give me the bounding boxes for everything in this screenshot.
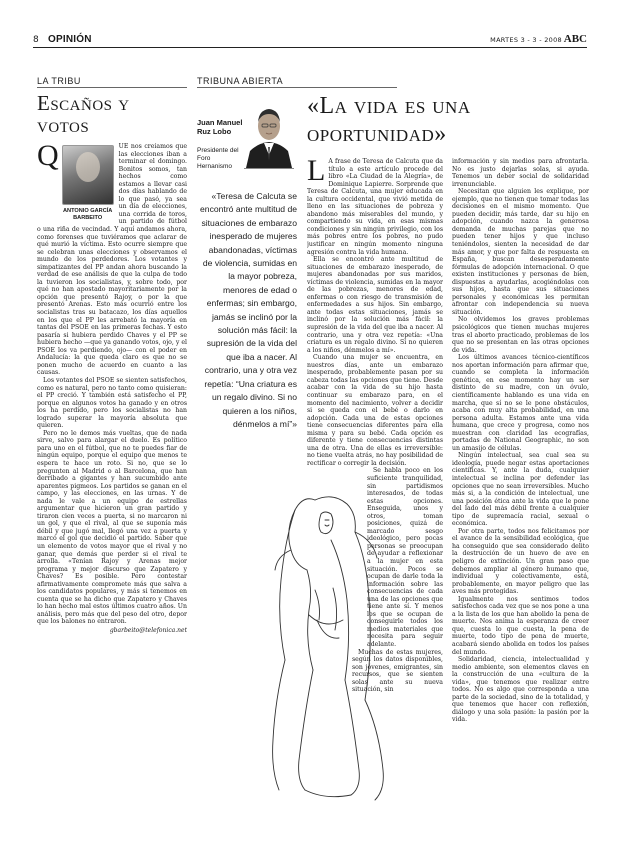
issue-date: MARTES 3 - 3 - 2008 <box>490 36 562 44</box>
newspaper-logo: ABC <box>563 33 587 45</box>
page-number: 8 <box>33 35 39 45</box>
paragraph-text: A frase de Teresa de Calcuta que da título a este artículo procede del libro «La Ciudad de la Alegría», de Dominique Lapierre. Sorprende que Teresa de Calcuta, una mujer educada en la cultura occidental, que vivió metida de lleno en las situaciones de pobreza y abandono más miserables del mundo, y compartiendo su vida, en esas mismas condiciones y sin ningún privilegio, con los más pobres entre los pobres, no pudo justificar en ningún momento ninguna agresión contra la vida humana. <box>307 158 443 256</box>
paragraph: Muchas de estas mujeres, según los datos disponibles, son jóvenes, emigrantes, sin recursos, que se sienten solas ante su nueva situación, sin <box>352 648 443 694</box>
columnist-inset <box>62 145 114 222</box>
tribune-author-role: Presidente del Foro Hernanismo <box>197 147 239 170</box>
right-article-column-2 <box>452 158 589 823</box>
paragraph: No olvidemos los graves problemas psicológicos que tienen muchas mujeres tras el aborto practicado, problemas de los que no se presentan en las otras opciones de vida. <box>452 316 589 354</box>
paragraph: Ella se encontró ante multitud de situaciones de embarazo inesperado, de mujeres abandonadas por sus maridos, víctimas de violencia, sumidas en la mayor de las pobrezas, menores de edad, enfermas o con riesgo de transmisión de enfermedades a sus hijos. Sin embargo, ante todas estas situaciones, jamás se inclinó por la solución más fácil: la supresión de la vida del que iba a nacer. Al contrario, una y otra vez repetía: «Una criatura es un regalo divino. Si no quieren a los niños, dénmelos a mí». <box>307 256 443 354</box>
paragraph: Los últimos avances técnico-científicos nos aportan información para afirmar que, cuando se completa la información genética, en ese momento hay un ser distinto de su madre, con un óvulo, científicamente hablando es una vida en marcha, que sí no se le pone obstáculos, acaba con muy alta probabilidad, en una persona adulta. Estamos ante una vida humana, que crece y progresa, como nos muestran con claridad las ecografías, portadas de National Geographic, no son un amasijo de células. <box>452 354 589 452</box>
paragraph: Necesitan que alguien les explique, por ejemplo, que no tienen que tomar todas las decisiones en el mismo momento. Que pueden decidir, más tarde, dar su hijo en adopción, cuando nazca la generosa demanda de muchas parejas que no pueden tener hijos y que incluso teniéndolos, sienten la necesidad de dar más amor, y que por falta de respuesta en España, buscan desesperadamente fórmulas de adopción internacional. O que existen instituciones y personas de bien, dispuestas a ayudarlas, acogiéndolas con sus hijos, hasta que sus situaciones personales y económicas les permitan afrontar con independencia su nueva situación. <box>452 188 589 316</box>
paragraph: información y sin medios para afrontarla. No es justo dejarlas solas, si ayuda. Tenemos un deber social de solidaridad irrenunciable. <box>452 158 589 188</box>
left-first-paragraph <box>37 143 187 377</box>
left-article-body <box>37 143 187 833</box>
paragraph: Cuando una mujer se encuentra, en nuestros días, ante un embarazo inesperado, probablemente pasan por su cabeza todas las opciones que tiene. Desde acabar con la vida de su hijo hasta continuar su embarazo para, en el momento del nacimiento, volver a decidir si se queda con el bebé o darlo en adopción. Cada una de estas opciones tiene consecuencias diferentes para ella misma y para su bebé. Cada opción es diferente y tiene consecuencias distintas una de otra. Una de ellas es irreversible: no tiene vuelta atrás, no hay posibilidad de rectificar o corregir la decisión. <box>307 354 443 467</box>
columnist-photo <box>62 145 114 205</box>
author-email: gbarbeito@telefonica.net <box>109 627 187 634</box>
header-rule <box>33 47 587 48</box>
pull-quote: «Teresa de Calcuta se encontró ante multitud de situaciones de embarazo inesperado de mujeres abandonadas, víctimas de violencia, sumidas en la mayor pobreza, menores de edad o enfermas; sin embargo, jamás se inclinó por la solución más fácil: la supresión de la vida del que iba a nacer. Al contrario, una y otra vez repetía: “Una criatura es un regalo divino. Si no quieren a los niños, dénmelos a mí”» <box>200 191 297 429</box>
paragraph: Pero no le demos más vueltas, que de nada sirve, salvo para alargar el duelo. Es político para uno en el fútbol, que no te puedes fiar de ningún equipo, porque el equipo que menos te espera te hace un roto. Si no, que se lo pregunten al Madrid o al Barcelona, que han derribado a gigantes y han sucumbido ante aparentes pigmeos. Los partidos se ganan en el campo, y las elecciones, en las urnas. Y de nada le vale a un equipo de estrellas argumentar que hicieron un gran partido y tiraron cien veces a puerta, si no marcaron ni un gol, y que el rival, al que se suponía más débil y que jugó mal, llegó una vez a puerta y marcó el gol que decidió el partido. Saber que un elemento de votos mayor que el rival y no ganar, que demás que perder si el rival te arrolla. «Tenían Rajoy y Arenas mejor programa y mejor discurso que Zapatero y Chaves? Es posible. Pero contestar afirmativamente compromete más que salva a los candidatos populares, y más si tenemos en cuenta que se ha dicho que Zapatero y Chaves lo han hecho mal estos últimos cuatro años. Un análisis, pero más que del peso del otro, depor que los balones no entraron. <box>37 429 187 626</box>
paragraph: Se habla poco en los suficiente tranquilidad, sin partidismos interesados, de todas estas opciones. Enseguida, unos y otros, toman posiciones, quizá de marcado sesgo ideológico, pero pocas personas se preocupan de ayudar a reflexionar a la mujer en esta situación. Pocos se ocupan de darle toda la información sobre las consecuencias de cada una de las opciones que tiene ante sí. Y menos los que se ocupan de conseguirle todos los medios materiales que necesita para seguir adelante. <box>367 467 443 648</box>
column-kicker-tribuna-abierta: TRIBUNA ABIERTA <box>197 76 397 88</box>
column-kicker-la-tribu: LA TRIBU <box>37 76 187 88</box>
columnist-name: ANTONIO GARCÍA BARBEITO <box>63 208 113 221</box>
right-article-title: «La vida es una oportunidad» <box>307 93 471 147</box>
tribune-author-photo <box>244 95 294 169</box>
paragraph: Solidaridad, ciencia, intelectualidad y medio ambiente, son elementos claves en la construcción de una «cultura de la vida», que tenemos que realizar entre todos. No es algo que corresponda a una parte de la sociedad, sino de la totalidad, y que tenemos que hacer con reflexión, diálogo y una sola pasión: la pasión por la vida. <box>452 656 589 724</box>
tribune-author-name: Juan Manuel Ruz Lobo <box>197 118 243 136</box>
paragraph: Los votantes del PSOE se sienten satisfechos, como es natural, pero no tanto como quisieran: el PP creció. Y también está satisfecho el PP, porque en algunos votos ha ganado y en otros los ha perdido, pero los socialistas no han logrado superar la mayoría absoluta que quieren. <box>37 376 187 430</box>
drop-cap: L <box>307 158 326 187</box>
drop-cap: Q <box>37 143 59 172</box>
left-article-title: Escaños y votos <box>37 91 130 137</box>
paragraph: Ningún intelectual, sea cual sea su ideología, puede negar estas aportaciones científicas. Y, ante la duda, cualquier intelectual se inclina por defender las opciones que no sean irreversibles. Mucho más si, a la condición de intelectual, une una posición ética ante la vida que le pone del lado del más débil frente a cualquier tipo de supremacía racial, sexual o económica. <box>452 452 589 528</box>
section-label: OPINIÓN <box>48 34 92 45</box>
paragraph-text: UE nos creíamos que las elecciones iban a terminar el domingo. Bonitos somos, tan hechos como estamos a llevar casi dos días hablando de lo que pasó, ya sea un día de elecciones, una corrida de toros, un partido de fútbol o una riña de vecindad. Y aquí andamos ahora, como forenses que tuviéramos que aclarar de qué murió la víctima. Esto ocurre siempre que se celebran unas elecciones y observamos el mundo de los perdedores. Los votantes y simpatizantes del PP andan ahora buscando la verdad de ese análisis de que la culpa de todo la tuvieron los socialistas, y, sobre todo, por qué no han apostado mayoritariamente por la opción que presentó Rajoy, o por la que presentó Arenas. Esto más ocurrió entre los socialistas tras su batacazo, los días aquellos en los que el PP les arrebató la mayoría en tantas del PSOE en las primeras fechas. Y esto pasaría si hubiera perdido Chaves y el PP se hubiera hecho —que ya ganando votos, ojo, y el PSOE los va perdiendo, ojo— con el poder en Andalucía: la que queda claro es que no se ponen mucho de acuerdo en cuanto a las causas. <box>37 143 187 377</box>
paragraph: Igualmente nos sentimos todos satisfechos cada vez que se nos pone a una a la lista de los que han abolido la pena de muerte. Nos anima la esperanza de creer que, cuesta lo que cuesta, la pena de muerte, todo tipo de pena de muerte, acabará siendo abolida en todos los países del mundo. <box>452 595 589 656</box>
paragraph: Por otra parte, todos nos felicitamos por el avance de la sensibilidad ecológica, que ha conseguido que sea considerado delito la destrucción de un huevo de ave en peligro de extinción. Un gran paso que debemos ampliar al género humano que, individual y colectivamente, está, probablemente, en mayor peligro que las aves más protegidas. <box>452 527 589 596</box>
teresa-sketch-illustration <box>255 470 405 810</box>
paragraph <box>307 158 443 256</box>
